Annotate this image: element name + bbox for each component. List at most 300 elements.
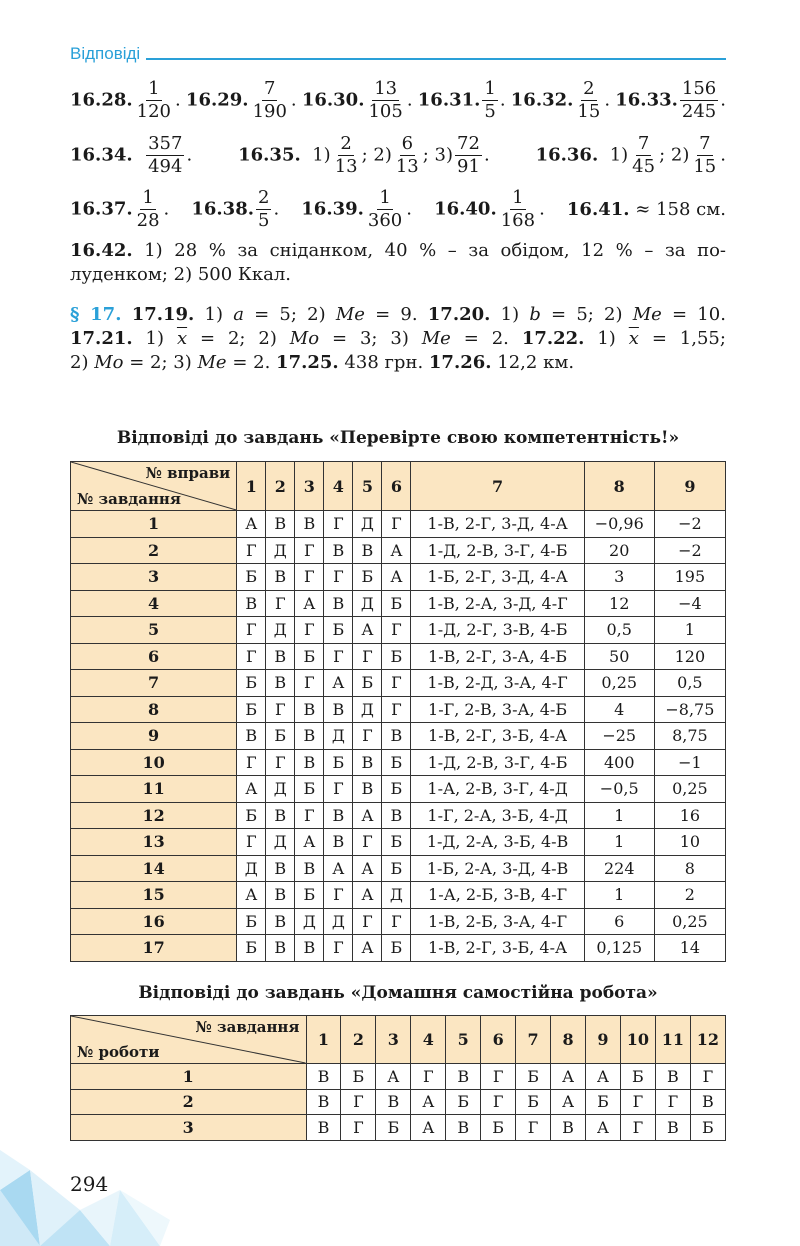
table-cell: В	[655, 1115, 690, 1141]
section-17-line-2: 17.21. 1) $\overline{x} = 2$; 2) Mo = 3; 3) Me = 2. 17.22. 1) $\overline{x} = 1,55$;	[70, 328, 726, 349]
table-cell: Г	[382, 908, 411, 935]
table-cell: Б	[237, 696, 266, 723]
table-cell: Г	[620, 1089, 655, 1115]
table-cell: Б	[266, 723, 295, 750]
table-cell: Г	[237, 829, 266, 856]
table-cell: Г	[237, 617, 266, 644]
table-cell: В	[655, 1064, 690, 1090]
column-header: 7	[516, 1016, 551, 1064]
answer-number: 16.38.	[191, 198, 254, 220]
table-cell: Г	[353, 829, 382, 856]
table-cell: А	[551, 1064, 586, 1090]
answer-number: 16.35.	[238, 144, 301, 166]
table-cell: В	[382, 723, 411, 750]
fraction: $\frac{1}{28}$	[136, 187, 160, 231]
answer-number: 16.33.	[615, 89, 678, 111]
fraction: $\frac{6}{13}$	[395, 133, 419, 177]
table-cell: Г	[324, 935, 353, 962]
table-cell: Б	[237, 908, 266, 935]
header-rule	[70, 58, 726, 60]
table-cell: В	[295, 723, 324, 750]
table-cell: Б	[295, 776, 324, 803]
table-cell: Г	[266, 749, 295, 776]
table-cell: А	[295, 590, 324, 617]
fraction: $\frac{7}{45}$	[632, 133, 656, 177]
table-row	[71, 1115, 726, 1141]
table-cell: В	[295, 696, 324, 723]
answer-number: 16.41.	[566, 199, 630, 220]
table-cell: В	[266, 670, 295, 697]
homework-answers-table	[70, 1015, 726, 1141]
section-17-line-1: § 17. 17.19. 1) a = 5; 2) Me = 9. 17.20. 1) b = 5; 2) Me = 10.	[70, 304, 726, 325]
fraction: $\frac{156}{245}$	[681, 78, 717, 122]
table-cell: В	[353, 776, 382, 803]
column-header: 12	[690, 1016, 725, 1064]
fraction: $\frac{2}{15}$	[577, 78, 601, 122]
table-cell: В	[324, 802, 353, 829]
row-number-cell: 1	[71, 511, 237, 538]
fraction: $\frac{72}{91}$	[457, 133, 480, 177]
corner-bottom-label: № завдання	[77, 490, 181, 508]
table-cell: Г	[411, 1064, 446, 1090]
table-cell: Б	[446, 1089, 481, 1115]
table-cell: 1-Г, 2-В, 3-А, 4-Б	[411, 696, 584, 723]
row-number-cell: 12	[71, 802, 237, 829]
row-number-cell: 1	[71, 1064, 307, 1090]
column-header: 6	[481, 1016, 516, 1064]
table-cell: Б	[353, 670, 382, 697]
table-cell: Г	[353, 643, 382, 670]
answer-number: 16.30.	[301, 89, 365, 111]
row-number-cell: 11	[71, 776, 237, 803]
table-row	[71, 855, 726, 882]
table-cell: −2	[654, 537, 725, 564]
fraction: $\frac{2}{5}$	[258, 187, 270, 231]
table-row	[71, 564, 726, 591]
table-cell: 8,75	[654, 723, 725, 750]
table-cell: 1-А, 2-В, 3-Г, 4-Д	[411, 776, 584, 803]
table-cell: Б	[376, 1115, 411, 1141]
table-cell: Б	[382, 776, 411, 803]
table-cell: 1-Д, 2-В, 3-Г, 4-Б	[411, 749, 584, 776]
table-cell: А	[376, 1064, 411, 1090]
table-cell: В	[324, 829, 353, 856]
table-cell: Б	[620, 1064, 655, 1090]
table-cell: В	[266, 855, 295, 882]
row-number-cell: 17	[71, 935, 237, 962]
table-cell: 0,25	[584, 670, 654, 697]
table-cell: А	[353, 882, 382, 909]
table-cell: Б	[516, 1089, 551, 1115]
column-header: 2	[266, 462, 295, 511]
column-header: 10	[620, 1016, 655, 1064]
answers-line-3: 16.37. $\frac{1}{28}$ . 16.38. $\frac{2}{5}$ . 16.39. $\frac{1}{360}$ . 16.40. $\frac{1}{168}$ . 16.41. ≈ 158 см.	[70, 187, 726, 231]
answers-line-5: луденком; 2) 500 Ккал.	[70, 264, 291, 285]
table-cell: 1-В, 2-Г, 3-Д, 4-А	[411, 511, 584, 538]
table-cell: А	[324, 670, 353, 697]
table-cell: 195	[654, 564, 725, 591]
table-corner-header	[71, 462, 237, 511]
table-cell: 1-В, 2-Г, 3-Б, 4-А	[411, 935, 584, 962]
row-number-cell: 5	[71, 617, 237, 644]
fraction: $\frac{1}{120}$	[136, 78, 171, 122]
answers-line-1: 16.28. $\frac{1}{120}$ . 16.29. $\frac{7}{190}$ . 16.30. $\frac{13}{105}$ . 16.31. $\frac{1}{5}$ . 16.32. $\frac{2}{15}$ . 16.33. $\frac{156}{245}$ .	[70, 78, 726, 122]
table-cell: А	[237, 511, 266, 538]
table-cell: Г	[382, 617, 411, 644]
table-row	[71, 590, 726, 617]
table-cell: 8	[654, 855, 725, 882]
table-cell: Г	[353, 723, 382, 750]
table-cell: 1-Б, 2-А, 3-Д, 4-В	[411, 855, 584, 882]
table-cell: Г	[341, 1115, 376, 1141]
table-cell: А	[353, 802, 382, 829]
table-cell: В	[353, 537, 382, 564]
table-cell: В	[690, 1089, 725, 1115]
table-cell: Г	[382, 696, 411, 723]
table-cell: В	[306, 1064, 341, 1090]
table-cell: 1	[584, 882, 654, 909]
table-cell: В	[446, 1115, 481, 1141]
column-header: 8	[584, 462, 654, 511]
section-marker: § 17.	[70, 304, 122, 325]
table-cell: 12	[584, 590, 654, 617]
row-number-cell: 8	[71, 696, 237, 723]
table-row	[71, 696, 726, 723]
table-row	[71, 617, 726, 644]
table-cell: Г	[295, 564, 324, 591]
table-cell: 120	[654, 643, 725, 670]
table-cell: Г	[620, 1115, 655, 1141]
table-cell: А	[237, 882, 266, 909]
table-cell: Д	[382, 882, 411, 909]
competence-answers-table	[70, 461, 726, 962]
table-cell: −0,96	[584, 511, 654, 538]
table-cell: В	[324, 696, 353, 723]
column-header: 9	[586, 1016, 621, 1064]
column-header: 7	[411, 462, 584, 511]
table-cell: Б	[237, 670, 266, 697]
row-number-cell: 6	[71, 643, 237, 670]
table-cell: 0,25	[654, 776, 725, 803]
table-cell: Г	[481, 1064, 516, 1090]
column-header: 1	[306, 1016, 341, 1064]
table-cell: −0,5	[584, 776, 654, 803]
table-cell: Г	[516, 1115, 551, 1141]
row-number-cell: 16	[71, 908, 237, 935]
table-cell: Д	[295, 908, 324, 935]
table1-caption: Відповіді до завдань «Перевірте свою компетентність!»	[116, 428, 680, 448]
table-cell: Д	[353, 511, 382, 538]
table-row	[71, 1064, 726, 1090]
table-cell: 0,5	[584, 617, 654, 644]
table-cell: А	[353, 617, 382, 644]
table-cell: Д	[237, 855, 266, 882]
table-cell: 2	[654, 882, 725, 909]
table-row	[71, 643, 726, 670]
table-cell: 1-В, 2-Г, 3-А, 4-Б	[411, 643, 584, 670]
table-cell: 50	[584, 643, 654, 670]
table-cell: 1	[584, 829, 654, 856]
table-cell: 224	[584, 855, 654, 882]
column-header: 3	[295, 462, 324, 511]
table-cell: А	[551, 1089, 586, 1115]
table-cell: 0,5	[654, 670, 725, 697]
table-cell: 1-Д, 2-В, 3-Г, 4-Б	[411, 537, 584, 564]
answer-number: 16.28.	[70, 89, 133, 111]
page-header	[70, 44, 726, 68]
answer-number: 16.29.	[185, 89, 249, 111]
corner-bottom-label: № роботи	[77, 1043, 160, 1061]
corner-top-label: № вправи	[145, 464, 231, 482]
table-row	[71, 670, 726, 697]
table-cell: Б	[341, 1064, 376, 1090]
row-number-cell: 13	[71, 829, 237, 856]
table-cell: Д	[324, 723, 353, 750]
table-cell: Б	[382, 935, 411, 962]
column-header: 9	[654, 462, 725, 511]
table-cell: В	[295, 749, 324, 776]
table-cell: 20	[584, 537, 654, 564]
table-row	[71, 1089, 726, 1115]
table-cell: 0,25	[654, 908, 725, 935]
table-cell: Д	[266, 829, 295, 856]
answer-number: 16.34.	[70, 144, 133, 166]
table-cell: А	[324, 855, 353, 882]
table-corner-header	[71, 1016, 307, 1064]
table-cell: 0,125	[584, 935, 654, 962]
table-cell: −2	[654, 511, 725, 538]
fraction: $\frac{7}{190}$	[252, 78, 287, 122]
table-cell: Г	[382, 670, 411, 697]
table-cell: А	[411, 1115, 446, 1141]
table-cell: В	[446, 1064, 481, 1090]
table-cell: 10	[654, 829, 725, 856]
table-cell: Б	[237, 935, 266, 962]
table-cell: Б	[481, 1115, 516, 1141]
table-row	[71, 908, 726, 935]
table-cell: 400	[584, 749, 654, 776]
table-cell: В	[306, 1089, 341, 1115]
column-header: 6	[382, 462, 411, 511]
table-cell: 1-Д, 2-А, 3-Б, 4-В	[411, 829, 584, 856]
table-cell: В	[266, 908, 295, 935]
decorative-triangles	[0, 1150, 210, 1246]
table-cell: В	[266, 802, 295, 829]
table-cell: Д	[266, 537, 295, 564]
table-cell: В	[266, 564, 295, 591]
table-cell: 1-Г, 2-А, 3-Б, 4-Д	[411, 802, 584, 829]
table-row	[71, 537, 726, 564]
table-cell: Г	[324, 776, 353, 803]
table-cell: 3	[584, 564, 654, 591]
table-cell: 4	[584, 696, 654, 723]
section-17-line-3: 2) Mo = 2; 3) Me = 2. 17.25. 438 грн. 17.26. 12,2 км.	[70, 352, 575, 373]
header-label: Відповіді	[70, 44, 146, 64]
table-cell: Г	[266, 590, 295, 617]
row-number-cell: 3	[71, 564, 237, 591]
table-cell: 1-В, 2-Д, 3-А, 4-Г	[411, 670, 584, 697]
fraction: $\frac{1}{168}$	[500, 187, 536, 231]
table-row	[71, 829, 726, 856]
table-cell: 1-В, 2-А, 3-Д, 4-Г	[411, 590, 584, 617]
table-cell: Б	[237, 802, 266, 829]
table-row	[71, 511, 726, 538]
answer-number: 16.40.	[434, 198, 497, 220]
row-number-cell: 14	[71, 855, 237, 882]
table-cell: Д	[324, 908, 353, 935]
table-cell: Б	[237, 564, 266, 591]
row-number-cell: 3	[71, 1115, 307, 1141]
table-cell: Г	[690, 1064, 725, 1090]
table-cell: В	[237, 723, 266, 750]
answer-number: 16.31.	[417, 89, 481, 111]
table-cell: Б	[690, 1115, 725, 1141]
table-row	[71, 723, 726, 750]
table-cell: 1-Д, 2-Г, 3-В, 4-Б	[411, 617, 584, 644]
table-cell: 1-Б, 2-Г, 3-Д, 4-А	[411, 564, 584, 591]
column-header: 8	[551, 1016, 586, 1064]
corner-top-label: № завдання	[195, 1018, 300, 1036]
row-number-cell: 4	[71, 590, 237, 617]
table-cell: Д	[353, 696, 382, 723]
answer-number: 16.32.	[510, 89, 574, 111]
table-cell: В	[266, 935, 295, 962]
table-row	[71, 935, 726, 962]
table-cell: В	[237, 590, 266, 617]
table-cell: В	[295, 855, 324, 882]
table-cell: Г	[481, 1089, 516, 1115]
table-cell: −8,75	[654, 696, 725, 723]
table-cell: 1	[654, 617, 725, 644]
answers-line-4: 16.42. 1) 28 % за сніданком, 40 % – за обідом, 12 % – за по-	[70, 240, 726, 261]
table-cell: Г	[237, 537, 266, 564]
table-cell: −4	[654, 590, 725, 617]
table-cell: 1-В, 2-Г, 3-Б, 4-А	[411, 723, 584, 750]
table-cell: Г	[324, 511, 353, 538]
table-cell: Г	[324, 564, 353, 591]
table-cell: Г	[295, 617, 324, 644]
table-cell: В	[376, 1089, 411, 1115]
table-cell: Д	[266, 617, 295, 644]
page-number: 294	[70, 1172, 109, 1196]
table-cell: 16	[654, 802, 725, 829]
table-cell: Г	[295, 670, 324, 697]
column-header: 11	[655, 1016, 690, 1064]
table-cell: Б	[382, 590, 411, 617]
table-cell: Б	[382, 643, 411, 670]
table-cell: Г	[382, 511, 411, 538]
table-cell: Г	[237, 643, 266, 670]
table-cell: Б	[295, 643, 324, 670]
table-cell: −1	[654, 749, 725, 776]
table-cell: −25	[584, 723, 654, 750]
fraction: $\frac{13}{105}$	[368, 78, 403, 122]
table-cell: 1-А, 2-Б, 3-В, 4-Г	[411, 882, 584, 909]
table-cell: Г	[295, 537, 324, 564]
column-header: 1	[237, 462, 266, 511]
table-cell: В	[353, 749, 382, 776]
table-cell: А	[237, 776, 266, 803]
row-number-cell: 15	[71, 882, 237, 909]
table-cell: В	[551, 1115, 586, 1141]
table-cell: В	[266, 643, 295, 670]
table-cell: А	[353, 855, 382, 882]
table-cell: А	[586, 1115, 621, 1141]
table-cell: Г	[324, 643, 353, 670]
table-cell: Д	[353, 590, 382, 617]
column-header: 5	[353, 462, 382, 511]
row-number-cell: 7	[71, 670, 237, 697]
row-number-cell: 2	[71, 537, 237, 564]
table-row	[71, 776, 726, 803]
table2-caption: Відповіді до завдань «Домашня самостійна робота»	[138, 983, 658, 1003]
column-header: 4	[324, 462, 353, 511]
table-cell: В	[306, 1115, 341, 1141]
table-cell: Б	[586, 1089, 621, 1115]
table-cell: В	[324, 590, 353, 617]
table-cell: Г	[237, 749, 266, 776]
table-cell: Б	[324, 617, 353, 644]
table-cell: А	[295, 829, 324, 856]
row-number-cell: 9	[71, 723, 237, 750]
table-cell: 14	[654, 935, 725, 962]
table-cell: А	[411, 1089, 446, 1115]
column-header: 5	[446, 1016, 481, 1064]
table-cell: Б	[324, 749, 353, 776]
table-cell: В	[295, 511, 324, 538]
table-cell: Б	[382, 829, 411, 856]
table-row	[71, 882, 726, 909]
table-cell: А	[586, 1064, 621, 1090]
table-cell: Б	[295, 882, 324, 909]
table-cell: 6	[584, 908, 654, 935]
row-number-cell: 10	[71, 749, 237, 776]
table-cell: Б	[353, 564, 382, 591]
fraction: $\frac{1}{360}$	[367, 187, 403, 231]
table-cell: Г	[655, 1089, 690, 1115]
column-header: 2	[341, 1016, 376, 1064]
table-cell: Б	[382, 749, 411, 776]
table-cell: Б	[516, 1064, 551, 1090]
table-cell: Г	[341, 1089, 376, 1115]
table-cell: Г	[266, 696, 295, 723]
table-cell: Д	[266, 776, 295, 803]
table-cell: 1	[584, 802, 654, 829]
answer-number: 16.36.	[535, 144, 599, 166]
column-header: 4	[411, 1016, 446, 1064]
table-cell: В	[382, 802, 411, 829]
table-row	[71, 749, 726, 776]
table-cell: В	[266, 511, 295, 538]
answers-line-2: 16.34. $\frac{357}{494}$ . 16.35. 1) $\frac{2}{13}$ ; 2) $\frac{6}{13}$ ; 3) $\frac{72}{91}$ . 16.36. 1) $\frac{7}{45}$ ; 2) $\frac{7}{15}$ .	[70, 133, 726, 177]
fraction: $\frac{2}{13}$	[334, 133, 358, 177]
column-header: 3	[376, 1016, 411, 1064]
table-cell: Г	[353, 908, 382, 935]
table-cell: Б	[382, 855, 411, 882]
fraction: $\frac{7}{15}$	[693, 133, 717, 177]
answer-number: 16.39.	[301, 198, 364, 220]
fraction: $\frac{357}{494}$	[148, 133, 183, 177]
table-row	[71, 802, 726, 829]
table-cell: А	[353, 935, 382, 962]
fraction: $\frac{1}{5}$	[484, 78, 496, 122]
answer-number: 16.37.	[70, 198, 133, 220]
table-cell: Г	[295, 802, 324, 829]
row-number-cell: 2	[71, 1089, 307, 1115]
table-cell: В	[324, 537, 353, 564]
answer-number: 16.42.	[70, 240, 133, 261]
table-cell: В	[266, 882, 295, 909]
